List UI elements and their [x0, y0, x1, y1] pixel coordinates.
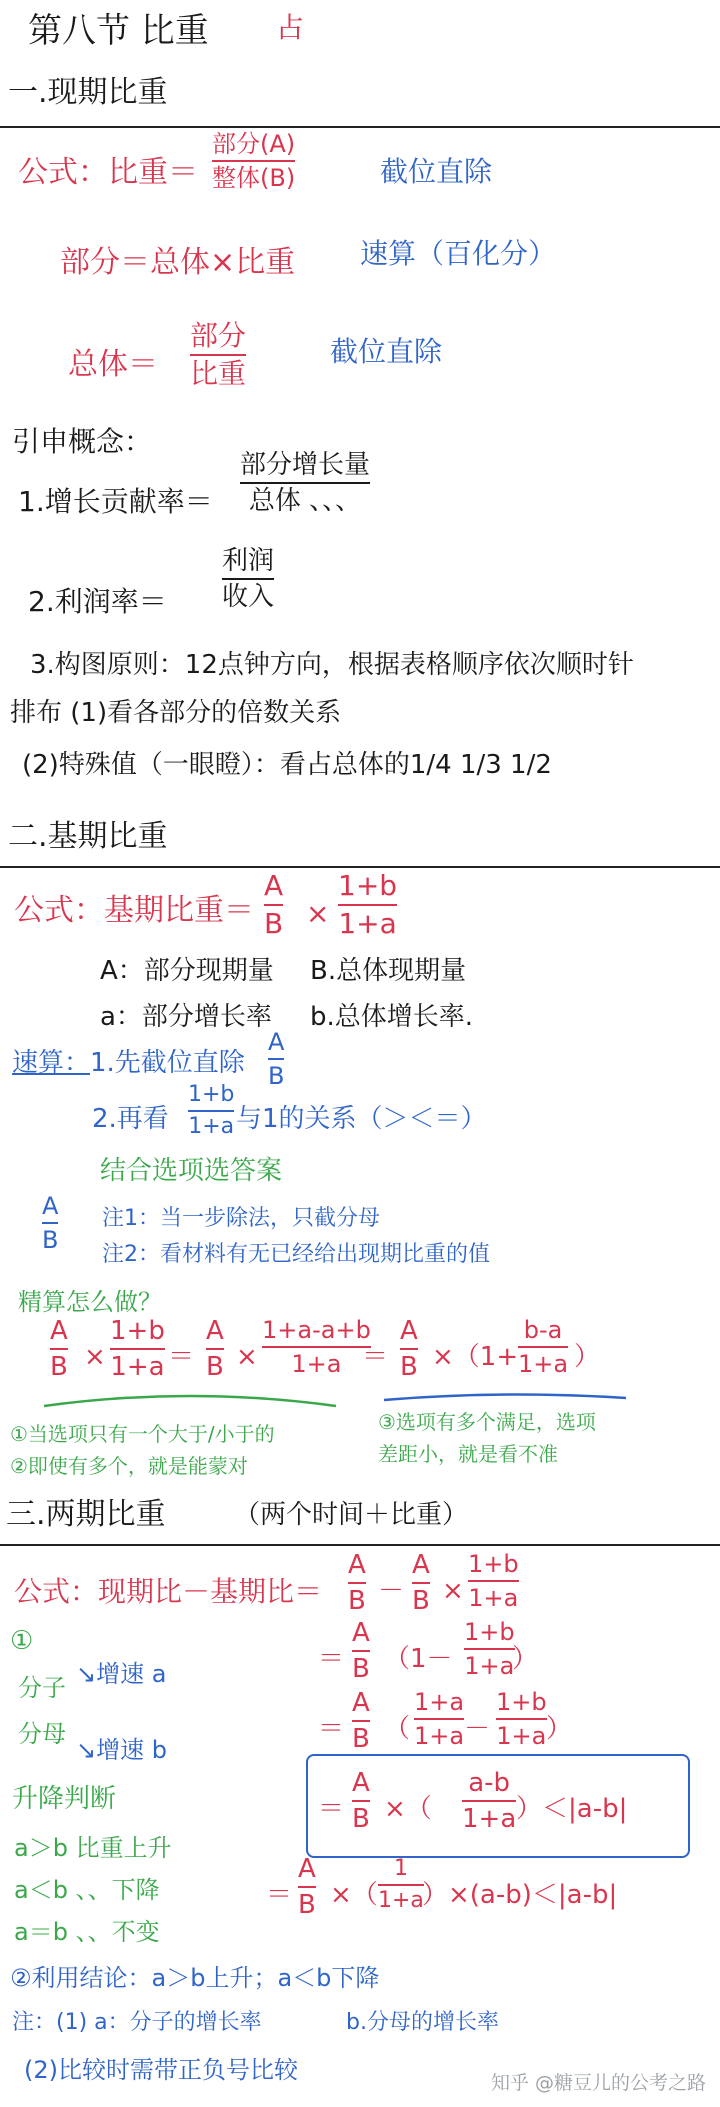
s3-step3-frac	[352, 1770, 370, 1832]
s2-exact-question: 精算怎么做？	[18, 1288, 162, 1316]
fraction-denominator: B	[50, 1352, 68, 1382]
s1-concept-1-numerator: 部分增长量	[240, 450, 371, 480]
green-underline-left	[40, 1390, 340, 1414]
fraction-denominator: 1+a	[518, 1350, 569, 1378]
fraction-numerator: 1+a	[414, 1688, 465, 1716]
fraction-denominator: 1+a	[110, 1352, 165, 1382]
s1-concept-2-fraction	[222, 548, 274, 610]
fraction-denominator: 1+a	[188, 1114, 235, 1139]
s3-formula-label: 公式：现期比－基期比＝	[14, 1575, 323, 1608]
s2-def-b: b.总体增长率.	[310, 1002, 474, 1032]
s3-step1-growth-frac	[464, 1620, 515, 1678]
section-divider	[0, 126, 720, 128]
s1-concept-2-numerator: 利润	[222, 546, 275, 576]
s3-circle-1: ①	[10, 1626, 34, 1656]
fraction-denominator: B	[298, 1890, 316, 1920]
s3-numerator-growth: ↘增速 a	[76, 1660, 167, 1688]
s2-right-note-2: 差距小，就是看不准	[378, 1442, 558, 1466]
s3-judgement-heading: 升降判断	[12, 1784, 117, 1814]
fraction-numerator: A	[268, 1028, 285, 1056]
fraction-bar	[188, 1110, 234, 1112]
s1-whole-note: 截位直除	[330, 335, 443, 368]
fraction-bar	[400, 1348, 418, 1350]
fraction-numerator: 1+b	[110, 1316, 165, 1346]
fraction-bar	[264, 904, 283, 906]
s3-step4-rest: ）×(a-b)＜|a-b|	[422, 1880, 618, 1910]
s3-formula-frac-3	[468, 1552, 519, 1610]
fraction-denominator: 1+a	[414, 1722, 465, 1750]
fraction-numerator: A	[352, 1618, 370, 1648]
s3-formula-minus: －	[378, 1576, 405, 1606]
fraction-denominator: B	[412, 1586, 430, 1616]
s3-step1-open: （1－	[384, 1644, 453, 1674]
watermark-text: 知乎 @糖豆儿的公考之路	[490, 2072, 706, 2094]
fraction-bar	[468, 1580, 519, 1582]
s1-part-equation: 部分＝总体×比重	[60, 245, 296, 280]
s2-exact-frac-1	[50, 1318, 68, 1380]
fraction-numerator: 1+b	[464, 1618, 515, 1646]
s2-exact-times-2: ×	[236, 1342, 258, 1372]
fraction-denominator: B	[348, 1586, 366, 1616]
s1-formula-denominator: 整体(B)	[212, 164, 296, 192]
fraction-bar	[414, 1718, 464, 1720]
s1-whole-numerator: 部分	[190, 319, 247, 352]
fraction-numerator: 1+b	[468, 1550, 519, 1578]
s1-formula-fraction	[212, 132, 295, 190]
s3-note-1b: b.分母的增长率	[346, 2010, 499, 2035]
section-heading-current-ratio: 一.现期比重	[8, 75, 168, 110]
page-title: 第八节 比重	[28, 11, 209, 51]
s3-compare-fall: a＜b 、、下降	[14, 1876, 160, 1904]
title-mark: 占	[276, 11, 305, 44]
s2-right-note-1: ③选项有多个满足，选项	[378, 1410, 596, 1434]
fraction-numerator: 1	[393, 1856, 408, 1881]
fraction-denominator: B	[352, 1804, 370, 1834]
s3-step1-equals: ＝	[318, 1644, 345, 1674]
s1-whole-label: 总体＝	[68, 347, 158, 382]
s3-step3-equals: ＝	[318, 1794, 345, 1824]
s3-step2-minus: －	[464, 1714, 491, 1744]
s3-step2-close: ）	[546, 1714, 573, 1744]
fraction-numerator: 1+b	[188, 1082, 235, 1107]
s3-denominator-growth: ↘增速 b	[76, 1736, 167, 1764]
s3-step2-frac	[352, 1690, 370, 1752]
s3-heading-note: （两个时间＋比重）	[234, 1500, 469, 1530]
s2-def-a: a：部分增长率	[100, 1002, 272, 1032]
fraction-denominator: 1+a	[464, 1652, 515, 1680]
s3-formula-times: ×	[442, 1576, 464, 1606]
fraction-bar	[110, 1348, 165, 1350]
s2-formula-fraction-growth	[338, 869, 398, 940]
s2-quick-calc-step-2-fraction	[188, 1084, 234, 1138]
section-heading-two-period-ratio: 三.两期比重	[6, 1497, 166, 1532]
s1-concept-1-denominator: 总体 、、、	[248, 486, 362, 516]
s3-compare-same: a＝b 、、不变	[14, 1918, 160, 1946]
fraction-denominator: 1+a	[291, 1350, 342, 1378]
s3-step1-close: ）	[512, 1644, 539, 1674]
fraction-numerator: A	[298, 1854, 316, 1884]
fraction-denominator: 1+a	[378, 1888, 424, 1913]
fraction-bar	[518, 1346, 568, 1348]
fraction-bar	[42, 1222, 58, 1224]
s3-numerator-label: 分子	[18, 1674, 66, 1702]
s1-concept-3-line-3: (2)特殊值（一眼瞪）：看占总体的1/4 1/3 1/2	[22, 750, 552, 780]
fraction-bar	[378, 1884, 424, 1886]
blue-underline-right	[380, 1388, 630, 1408]
s2-formula-fraction-ab	[264, 869, 284, 940]
s1-formula-label: 公式：比重＝	[18, 155, 198, 190]
s1-concept-1-label: 1.增长贡献率＝	[18, 485, 213, 518]
s3-step4-times: ×（	[330, 1880, 378, 1910]
s2-exact-equals-2: ＝	[362, 1342, 389, 1372]
fraction-bar	[338, 904, 397, 906]
s3-denominator-label: 分母	[18, 1720, 66, 1748]
fraction-bar	[412, 1582, 430, 1584]
fraction-bar	[206, 1348, 224, 1350]
fraction-numerator: a-b	[468, 1768, 511, 1798]
s1-formula-note: 截位直除	[380, 155, 493, 188]
s3-step2-frac-b	[496, 1690, 547, 1748]
s2-formula-num-1: A	[264, 869, 284, 902]
s3-step1-frac	[352, 1620, 370, 1682]
s1-whole-denominator: 比重	[190, 357, 247, 390]
fraction-bar	[50, 1348, 68, 1350]
fraction-numerator: A	[352, 1768, 370, 1798]
s2-quick-calc-step-1: 1.先截位直除	[90, 1048, 245, 1078]
s3-step3-close: ）＜|a-b|	[516, 1794, 628, 1824]
fraction-bar	[352, 1650, 370, 1652]
fraction-numerator: A	[400, 1316, 418, 1346]
s1-formula-numerator: 部分(A)	[212, 130, 296, 158]
fraction-bar	[222, 578, 274, 580]
section-divider	[0, 1544, 720, 1546]
s1-concept-2-label: 2.利润率＝	[28, 585, 167, 618]
s3-conclusion: ②利用结论：a＞b上升；a＜b下降	[10, 1964, 380, 1992]
fraction-bar	[190, 354, 246, 356]
s2-left-note-2: ②即使有多个，就是能蒙对	[10, 1454, 248, 1478]
s2-exact-times-open: ×（1+	[432, 1342, 519, 1372]
fraction-denominator: B	[352, 1724, 370, 1754]
s3-compare-rise: a＞b 比重上升	[14, 1834, 172, 1862]
fraction-bar	[212, 160, 295, 162]
fraction-denominator: 1+a	[496, 1722, 547, 1750]
fraction-bar	[462, 1800, 516, 1802]
s3-step4-inv-frac	[378, 1858, 424, 1912]
fraction-numerator: 1+a-a+b	[262, 1316, 371, 1344]
s3-note-2: (2)比较时需带正负号比较	[24, 2056, 298, 2084]
fraction-denominator: B	[400, 1352, 418, 1382]
fraction-numerator: 1+b	[496, 1688, 547, 1716]
fraction-bar	[496, 1718, 547, 1720]
s2-formula-num-2: 1+b	[338, 869, 398, 902]
fraction-numerator: A	[348, 1550, 366, 1580]
s2-exact-frac-4	[262, 1318, 371, 1376]
fraction-bar	[352, 1800, 370, 1802]
fraction-bar	[348, 1582, 366, 1584]
s2-note-fraction	[42, 1194, 58, 1252]
fraction-numerator: A	[352, 1688, 370, 1718]
s2-exact-frac-6	[518, 1318, 568, 1376]
s2-formula-times: ×	[306, 897, 330, 930]
s3-formula-frac-1	[348, 1552, 366, 1614]
fraction-denominator: B	[268, 1062, 285, 1090]
fraction-bar	[352, 1720, 370, 1722]
fraction-denominator: B	[352, 1654, 370, 1684]
s2-def-B: B.总体现期量	[310, 956, 467, 986]
fraction-bar	[464, 1648, 515, 1650]
s2-exact-frac-5	[400, 1318, 418, 1380]
s1-concept-1-fraction	[240, 452, 370, 514]
section-divider	[0, 866, 720, 868]
fraction-numerator: A	[50, 1316, 68, 1346]
s3-step2-frac-a	[414, 1690, 464, 1748]
s2-formula-label: 公式：基期比重＝	[14, 893, 254, 928]
s2-exact-frac-3	[206, 1318, 224, 1380]
s2-quick-calc-step-1-fraction	[268, 1030, 284, 1088]
fraction-denominator: 1+a	[468, 1584, 519, 1612]
s2-exact-close: ）	[574, 1342, 601, 1372]
fraction-denominator: 1+a	[462, 1804, 517, 1834]
s1-concept-3-line-2: 排布 (1)看各部分的倍数关系	[10, 698, 342, 728]
fraction-bar	[240, 482, 370, 484]
section-heading-base-ratio: 二.基期比重	[8, 819, 168, 854]
fraction-bar	[262, 1346, 371, 1348]
s3-step3-diff-frac	[462, 1770, 516, 1832]
fraction-bar	[298, 1886, 316, 1888]
fraction-bar	[268, 1058, 284, 1060]
fraction-numerator: A	[412, 1550, 430, 1580]
s1-concept-3-line-1: 3.构图原则：12点钟方向，根据表格顺序依次顺时针	[30, 650, 634, 680]
s2-note-1: 注1：当一步除法，只截分母	[102, 1206, 380, 1231]
fraction-denominator: B	[42, 1226, 59, 1254]
s2-note-2: 注2：看材料有无已经给出现期比重的值	[102, 1242, 490, 1267]
fraction-numerator: A	[42, 1192, 59, 1220]
s1-part-note: 速算（百化分）	[360, 237, 557, 270]
s1-extended-heading: 引申概念：	[12, 425, 153, 458]
s2-quick-calc-step-2b: 与1的关系（＞＜＝）	[236, 1104, 487, 1134]
s2-quick-calc-label: 速算：	[12, 1048, 91, 1078]
s3-note-1a: 注：(1) a：分子的增长率	[12, 2010, 262, 2035]
s3-step2-equals: ＝	[318, 1714, 345, 1744]
fraction-numerator: b-a	[523, 1316, 563, 1344]
s3-step4-equals: ＝	[266, 1880, 293, 1910]
fraction-numerator: A	[206, 1316, 224, 1346]
watermark	[491, 2068, 706, 2095]
s2-def-A: A：部分现期量	[100, 956, 274, 986]
s2-exact-times-1: ×	[84, 1342, 106, 1372]
s2-quick-calc-step-3: 结合选项选答案	[100, 1156, 283, 1186]
s2-exact-frac-2	[110, 1318, 165, 1380]
s2-left-note-1: ①当选项只有一个大于/小于的	[10, 1422, 275, 1446]
s2-exact-equals-1: ＝	[168, 1342, 195, 1372]
s1-whole-fraction	[190, 319, 247, 390]
s3-formula-frac-2	[412, 1552, 430, 1614]
s3-step2-open: （	[384, 1714, 411, 1744]
s1-concept-2-denominator: 收入	[222, 582, 275, 612]
s3-step4-frac	[298, 1856, 316, 1918]
s2-formula-den-1: B	[264, 907, 284, 940]
fraction-denominator: B	[206, 1352, 224, 1382]
s2-formula-den-2: 1+a	[338, 907, 397, 940]
s3-step3-open: ×（	[384, 1794, 432, 1824]
s2-quick-calc-step-2a: 2.再看	[92, 1104, 169, 1134]
